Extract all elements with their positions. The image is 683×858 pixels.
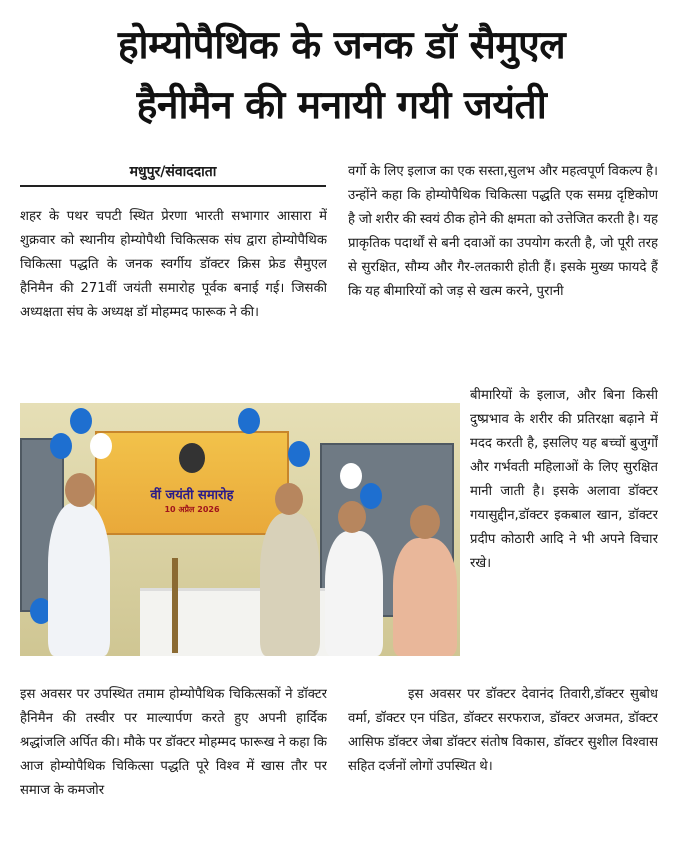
headline-line-2: हैनीमैन की मनायी गयी जयंती (136, 83, 547, 128)
balloon (50, 433, 72, 459)
event-photo (20, 403, 460, 656)
banner-date: 10 अप्रैल 2026 (164, 505, 220, 514)
article-column-2-bottom-text: इस अवसर पर डॉक्टर देवानंद तिवारी,डॉक्टर सुबोध वर्मा, डॉक्टर एन पंडित, डॉक्टर सरफराज, डॉक्टर अजमत, डॉक्टर आसिफ डॉक्टर जेबा डॉक्टर संतोष विकास, डॉक्टर सुशील विश्वास सहित दर्जनों लोगों उपस्थित थे। (348, 687, 658, 774)
photo-person-1-head (65, 473, 95, 507)
article-column-2-top: वर्गो के लिए इलाज का एक सस्ता,सुलभ और महत्वपूर्ण विकल्प है। उन्होंने कहा कि होम्योपैथिक चिकित्सा पद्धति एक समग्र दृष्टिकोण है जो शरीर की स्वयं ठीक होने की क्षमता को उत्तेजित करती है। यह प्राकृतिक पदार्थों से बनी दवाओं का उपयोग करती है, जो पूरी तरह से सुरक्षित, सौम्य और गैर-लतकारी होती हैं। इसके मुख्य फायदे हैं कि यह बीमारियों को जड़ से खत्म करने, पुरानी (348, 164, 658, 299)
article-column-2-mid: बीमारियों के इलाज, और बिना किसी दुष्प्रभाव के शरीर की प्रतिरक्षा बढ़ाने में मदद करती है, इसलिए यह बच्चों बुजुर्गों और गर्भवती महिलाओं के लिए सुरक्षित मानी जाती है। इसके अलावा डॉक्टर गयासुद्दीन,डॉक्टर इकबाल खान, डॉक्टर प्रदीप कोठारी आदि ने भी अपने विचार रखे। (470, 388, 658, 571)
photo-portrait-head (179, 443, 205, 473)
article-column-2-bottom (348, 683, 658, 853)
photo-brass-lamp (172, 558, 178, 653)
headline-line-1: होम्योपैथिक के जनक डॉ सैमुएल (117, 23, 566, 68)
balloon (90, 433, 112, 459)
balloon (340, 463, 362, 489)
photo-person-4 (393, 538, 457, 656)
banner-title: वीं जयंती समारोह (150, 488, 234, 503)
photo-person-2 (260, 513, 320, 656)
balloon (238, 408, 260, 434)
photo-person-3 (325, 531, 383, 656)
photo-person-4-head (410, 505, 440, 539)
photo-person-3-head (338, 501, 366, 533)
balloon (288, 441, 310, 467)
byline-rule (20, 185, 326, 187)
photo-person-1 (48, 503, 110, 656)
byline: मधुपुर/संवाददाता (129, 164, 217, 180)
photo-banner (95, 431, 289, 535)
balloon (360, 483, 382, 509)
balloon (70, 408, 92, 434)
article-column-1-top: शहर के पथर चपटी स्थित प्रेरणा भारती सभागार आसारा में शुक्रवार को स्थानीय होम्योपैथी चिकित्सक संघ द्वारा होम्योपैथिक चिकित्सा पद्धति के जनक स्वर्गीय डॉक्टर क्रिस फ्रेड सैमुएल हैनिमैन की 271वीं जयंती समारोह पूर्वक बनाई गई। जिसकी अध्यक्षता संघ के अध्यक्ष डॉ मोहम्मद फारूक ने की। (20, 209, 327, 320)
photo-person-2-head (275, 483, 303, 515)
article-column-1-bottom: इस अवसर पर उपस्थित तमाम होम्योपैथिक चिकित्सकों ने डॉक्टर हैनिमैन की तस्वीर पर माल्यार्पण करते हुए अपनी हार्दिक श्रद्धांजलि अर्पित की। मौके पर डॉक्टर मोहम्मद फारूख ने कहा कि आज होम्योपैथिक चिकित्सा पद्धति पूरे विश्व में खास तौर पर समाज के कमजोर (20, 687, 327, 798)
